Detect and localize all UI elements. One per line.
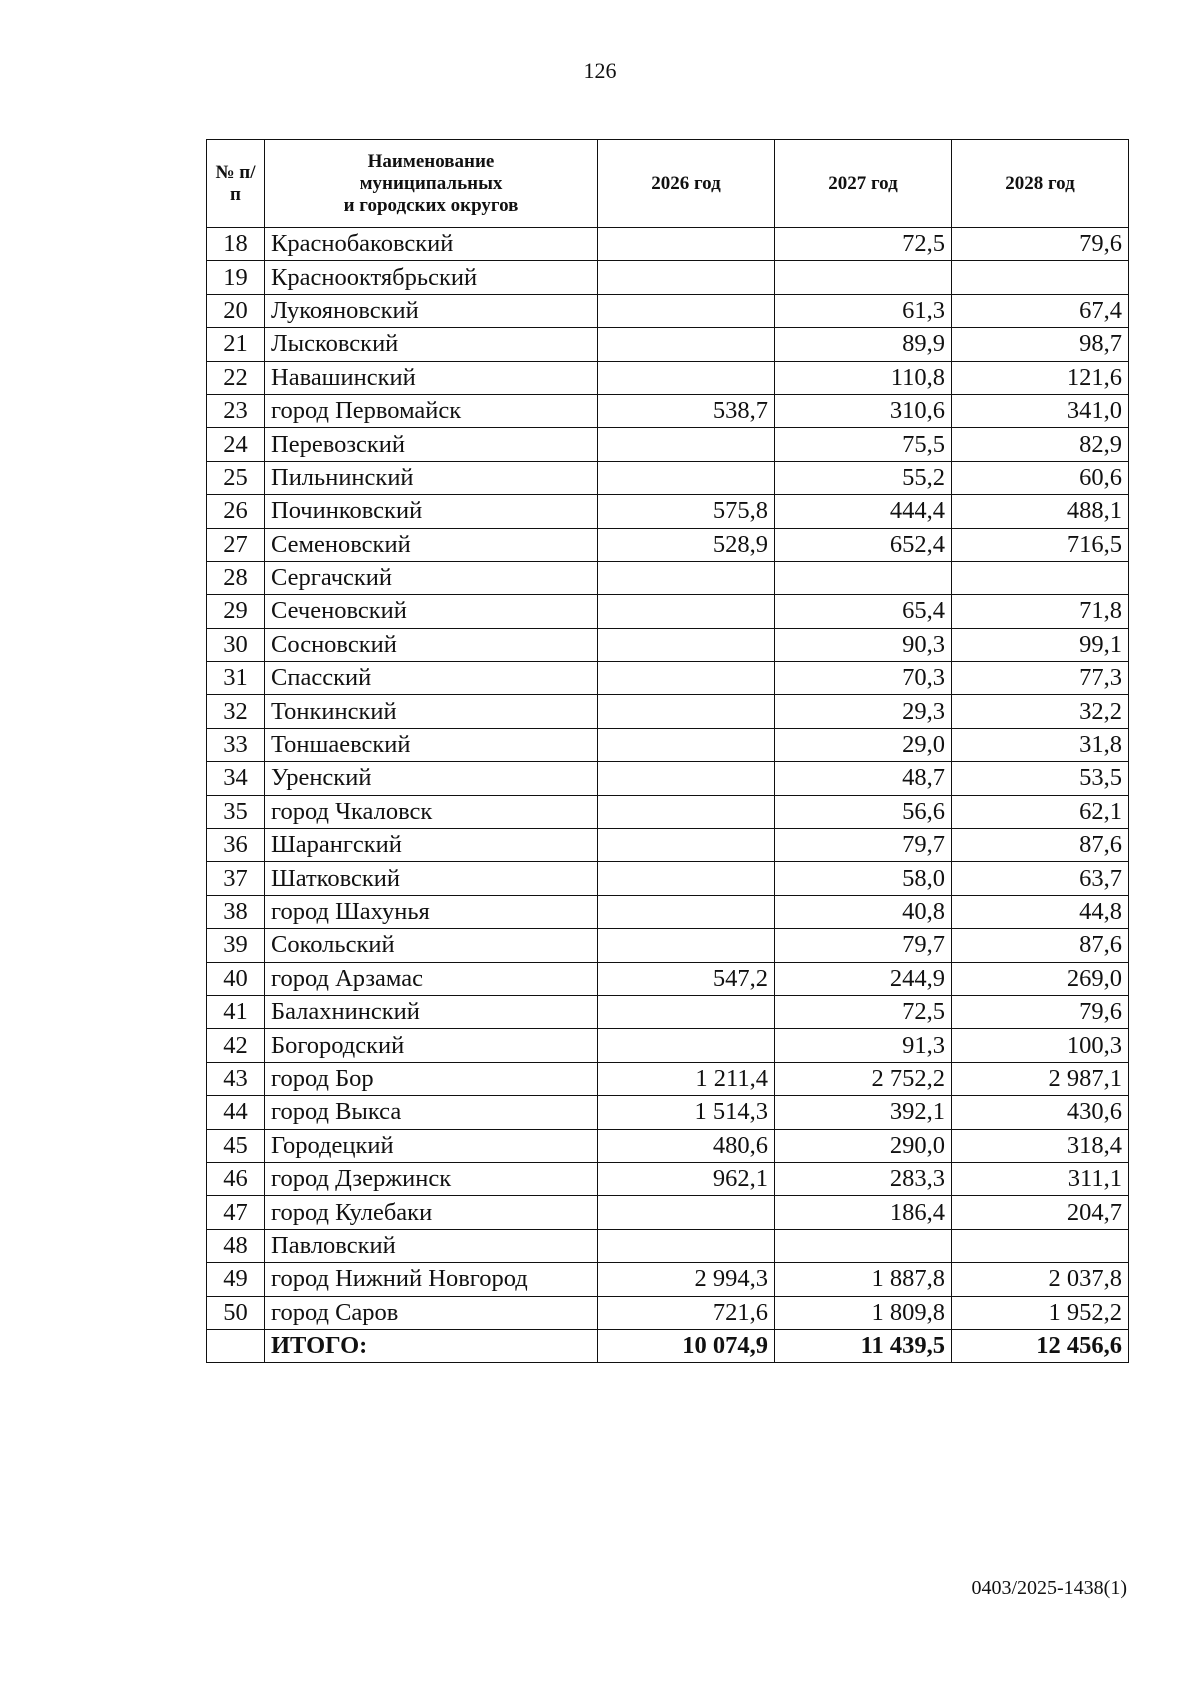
table-row [207,929,1129,962]
page-number: 126 [583,58,617,83]
cell-2026 [598,595,775,628]
cell-2028: 430,6 [952,1096,1129,1129]
cell-2026 [598,662,775,695]
table-row [207,528,1129,561]
table-row [207,361,1129,394]
cell-2027: 110,8 [775,361,952,394]
cell-2026 [598,228,775,261]
cell-2027: 72,5 [775,995,952,1028]
cell-municipality: Краснобаковский [265,228,598,261]
cell-num: 29 [207,595,265,628]
cell-municipality: город Кулебаки [265,1196,598,1229]
cell-municipality: Пильнинский [265,461,598,494]
cell-2028: 31,8 [952,728,1129,761]
cell-2028: 99,1 [952,628,1129,661]
cell-num: 26 [207,495,265,528]
cell-2027: 55,2 [775,461,952,494]
header-name [265,140,598,228]
header-2026: 2026 год [598,140,775,228]
cell-municipality: город Бор [265,1062,598,1095]
cell-2028: 77,3 [952,662,1129,695]
cell-num: 30 [207,628,265,661]
table-row [207,662,1129,695]
cell-num: 27 [207,528,265,561]
cell-2027: 29,0 [775,728,952,761]
cell-2028 [952,561,1129,594]
cell-2027: 283,3 [775,1162,952,1195]
table-row [207,695,1129,728]
cell-2027: 444,4 [775,495,952,528]
cell-num: 28 [207,561,265,594]
cell-municipality: город Первомайск [265,394,598,427]
cell-2026: 538,7 [598,394,775,427]
cell-2026 [598,1196,775,1229]
cell-2027: 310,6 [775,394,952,427]
cell-2026 [598,762,775,795]
cell-2028: 311,1 [952,1162,1129,1195]
cell-2027: 392,1 [775,1096,952,1129]
cell-num: 47 [207,1196,265,1229]
cell-municipality: Краснооктябрьский [265,261,598,294]
cell-2028: 79,6 [952,228,1129,261]
cell-2028: 87,6 [952,929,1129,962]
cell-municipality: Перевозский [265,428,598,461]
cell-2027: 75,5 [775,428,952,461]
cell-municipality: Семеновский [265,528,598,561]
cell-2026: 480,6 [598,1129,775,1162]
cell-2027: 65,4 [775,595,952,628]
cell-2028: 488,1 [952,495,1129,528]
cell-2028: 63,7 [952,862,1129,895]
cell-municipality: Шарангский [265,829,598,862]
cell-2027: 48,7 [775,762,952,795]
cell-num: 43 [207,1062,265,1095]
cell-2026: 575,8 [598,495,775,528]
cell-num: 42 [207,1029,265,1062]
total-label: ИТОГО: [265,1329,598,1362]
cell-num: 40 [207,962,265,995]
document-code: 0403/2025-1438(1) [971,1577,1127,1599]
cell-2027 [775,561,952,594]
cell-municipality: Уренский [265,762,598,795]
cell-num: 38 [207,895,265,928]
cell-num: 39 [207,929,265,962]
budget-table [206,139,1129,1363]
cell-2026 [598,1229,775,1262]
cell-2028: 2 987,1 [952,1062,1129,1095]
table-row [207,995,1129,1028]
cell-2026 [598,1029,775,1062]
cell-num: 46 [207,1162,265,1195]
cell-2028: 2 037,8 [952,1263,1129,1296]
cell-2028: 32,2 [952,695,1129,728]
cell-municipality: Сокольский [265,929,598,962]
cell-2026: 1 211,4 [598,1062,775,1095]
table-row [207,228,1129,261]
cell-2026 [598,328,775,361]
table-row [207,561,1129,594]
table-row [207,328,1129,361]
cell-2027: 40,8 [775,895,952,928]
cell-2028: 67,4 [952,294,1129,327]
cell-num: 22 [207,361,265,394]
cell-municipality: город Выкса [265,1096,598,1129]
table-row [207,895,1129,928]
cell-municipality: Сосновский [265,628,598,661]
cell-municipality: Лысковский [265,328,598,361]
cell-2027: 186,4 [775,1196,952,1229]
cell-num: 33 [207,728,265,761]
cell-2028 [952,261,1129,294]
table-row [207,762,1129,795]
cell-2028: 121,6 [952,361,1129,394]
cell-2026 [598,829,775,862]
cell-2026 [598,995,775,1028]
cell-2026 [598,361,775,394]
table-row [207,829,1129,862]
cell-2027: 90,3 [775,628,952,661]
cell-num: 50 [207,1296,265,1329]
table-row [207,1296,1129,1329]
cell-2028: 87,6 [952,829,1129,862]
header-name-line-1: Наименование [367,150,495,172]
cell-2028: 100,3 [952,1029,1129,1062]
header-num: № п/п [207,140,265,228]
cell-2027: 61,3 [775,294,952,327]
cell-municipality: Богородский [265,1029,598,1062]
total-num [207,1329,265,1362]
cell-2028: 82,9 [952,428,1129,461]
table-row [207,428,1129,461]
table-row [207,1029,1129,1062]
cell-2028: 1 952,2 [952,1296,1129,1329]
cell-2028: 44,8 [952,895,1129,928]
cell-2028: 62,1 [952,795,1129,828]
cell-municipality: Павловский [265,1229,598,1262]
table-body [207,228,1129,1330]
cell-2028: 71,8 [952,595,1129,628]
header-2028: 2028 год [952,140,1129,228]
header-name-line-2: муниципальных [359,172,503,194]
cell-2028: 53,5 [952,762,1129,795]
cell-2027: 79,7 [775,929,952,962]
table-row [207,862,1129,895]
cell-2028: 318,4 [952,1129,1129,1162]
cell-num: 36 [207,829,265,862]
cell-2026 [598,695,775,728]
cell-municipality: город Шахунья [265,895,598,928]
cell-num: 34 [207,762,265,795]
table-row [207,1062,1129,1095]
cell-num: 44 [207,1096,265,1129]
cell-2026: 1 514,3 [598,1096,775,1129]
header-name-line-3: и городских округов [343,194,519,216]
cell-2028 [952,1229,1129,1262]
table-row [207,461,1129,494]
cell-2026 [598,428,775,461]
cell-2026 [598,795,775,828]
cell-2027: 1 887,8 [775,1263,952,1296]
cell-2027: 72,5 [775,228,952,261]
cell-num: 45 [207,1129,265,1162]
cell-municipality: Сеченовский [265,595,598,628]
cell-num: 35 [207,795,265,828]
cell-municipality: город Саров [265,1296,598,1329]
cell-2028: 716,5 [952,528,1129,561]
table-row [207,1129,1129,1162]
cell-2027: 652,4 [775,528,952,561]
cell-2027: 70,3 [775,662,952,695]
total-2026: 10 074,9 [598,1329,775,1362]
table-row [207,1096,1129,1129]
cell-municipality: Шатковский [265,862,598,895]
cell-2027: 2 752,2 [775,1062,952,1095]
cell-num: 20 [207,294,265,327]
cell-2026 [598,628,775,661]
table-row [207,795,1129,828]
cell-2027: 91,3 [775,1029,952,1062]
cell-2027: 29,3 [775,695,952,728]
cell-num: 24 [207,428,265,461]
cell-municipality: Спасский [265,662,598,695]
table-row [207,294,1129,327]
table-row [207,1229,1129,1262]
cell-2027: 290,0 [775,1129,952,1162]
cell-2027: 89,9 [775,328,952,361]
table-row [207,1162,1129,1195]
cell-2028: 98,7 [952,328,1129,361]
cell-2028: 341,0 [952,394,1129,427]
total-2027: 11 439,5 [775,1329,952,1362]
table-row [207,261,1129,294]
cell-municipality: Навашинский [265,361,598,394]
cell-2027 [775,1229,952,1262]
table-row [207,728,1129,761]
cell-num: 25 [207,461,265,494]
cell-2026 [598,728,775,761]
cell-num: 19 [207,261,265,294]
cell-municipality: Тонкинский [265,695,598,728]
cell-municipality: город Дзержинск [265,1162,598,1195]
cell-2027: 79,7 [775,829,952,862]
cell-num: 48 [207,1229,265,1262]
cell-num: 41 [207,995,265,1028]
cell-2026 [598,862,775,895]
cell-num: 49 [207,1263,265,1296]
cell-2026: 547,2 [598,962,775,995]
cell-municipality: город Арзамас [265,962,598,995]
cell-municipality: город Чкаловск [265,795,598,828]
table-header-row [207,140,1129,228]
cell-2028: 60,6 [952,461,1129,494]
cell-num: 21 [207,328,265,361]
cell-2026 [598,929,775,962]
cell-municipality: Починковский [265,495,598,528]
table-row [207,1196,1129,1229]
cell-2026 [598,461,775,494]
cell-2027: 1 809,8 [775,1296,952,1329]
cell-2026: 721,6 [598,1296,775,1329]
cell-2027: 58,0 [775,862,952,895]
cell-2026 [598,561,775,594]
total-row [207,1329,1129,1362]
cell-municipality: город Нижний Новгород [265,1263,598,1296]
cell-2028: 204,7 [952,1196,1129,1229]
table-row [207,595,1129,628]
cell-municipality: Городецкий [265,1129,598,1162]
cell-2026 [598,895,775,928]
cell-num: 23 [207,394,265,427]
cell-num: 37 [207,862,265,895]
cell-2026: 528,9 [598,528,775,561]
cell-num: 32 [207,695,265,728]
cell-municipality: Балахнинский [265,995,598,1028]
cell-2026: 962,1 [598,1162,775,1195]
cell-municipality: Тоншаевский [265,728,598,761]
cell-2027: 244,9 [775,962,952,995]
cell-2026 [598,294,775,327]
table-row [207,495,1129,528]
cell-municipality: Сергачский [265,561,598,594]
cell-num: 31 [207,662,265,695]
table-row [207,394,1129,427]
cell-2027 [775,261,952,294]
total-2028: 12 456,6 [952,1329,1129,1362]
cell-2026 [598,261,775,294]
cell-2026: 2 994,3 [598,1263,775,1296]
table-row [207,962,1129,995]
cell-2028: 79,6 [952,995,1129,1028]
table-row [207,628,1129,661]
header-2027: 2027 год [775,140,952,228]
cell-2028: 269,0 [952,962,1129,995]
cell-num: 18 [207,228,265,261]
cell-municipality: Лукояновский [265,294,598,327]
cell-2027: 56,6 [775,795,952,828]
table-row [207,1263,1129,1296]
